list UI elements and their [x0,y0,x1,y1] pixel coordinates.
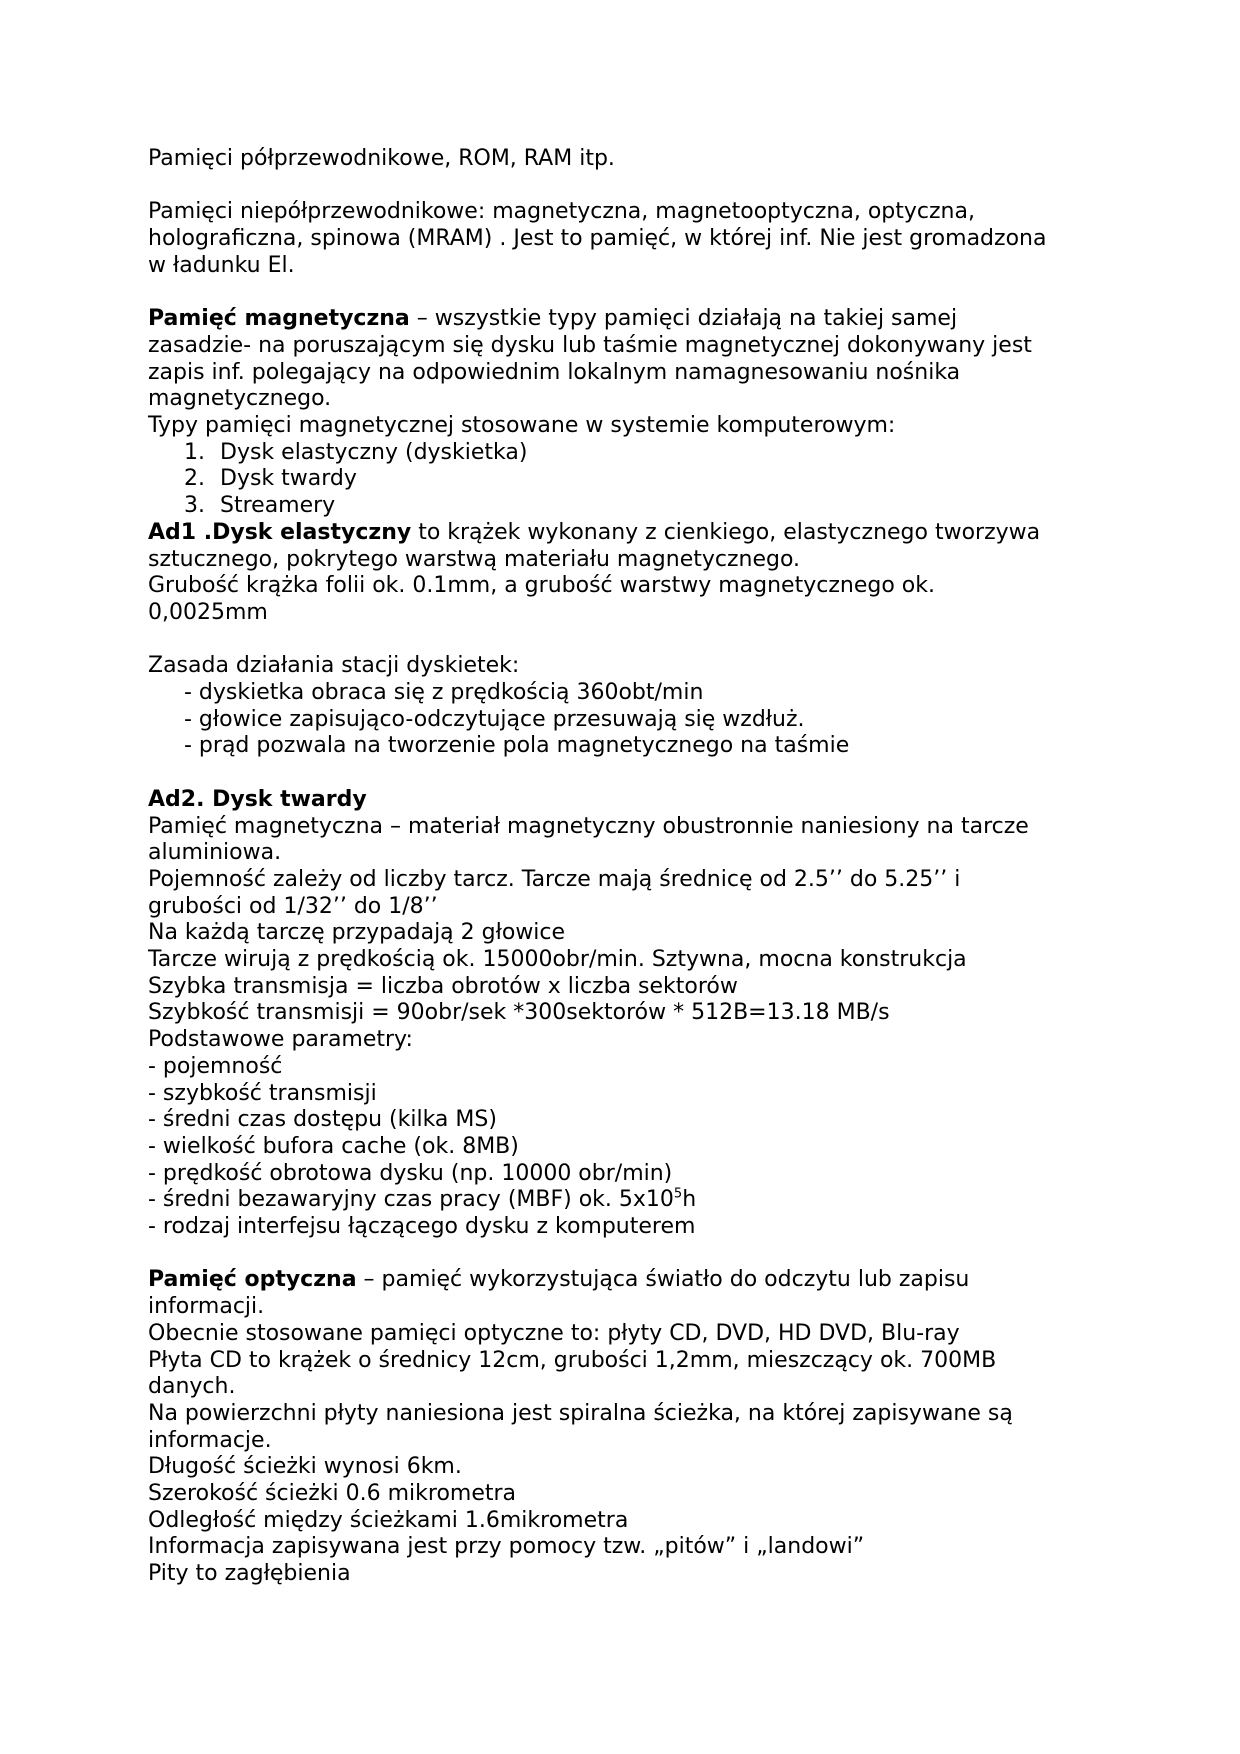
ad2-text-line: Pojemność zależy od liczby tarcz. Tarcze mają średnicę od 2.5’’ do 5.25’’ i [148,866,961,892]
numbered-list-item [148,440,1098,467]
paragraph-non-semiconductor-line: Pamięci niepółprzewodnikowe: magnetyczna, magnetooptyczna, optyczna, [148,199,975,225]
ad2-text-line: Szybkość transmisji = 90obr/sek *300sektorów * 512B=13.18 MB/s [148,1000,890,1026]
ad2-text-line: Pamięć magnetyczna – materiał magnetyczny obustronnie naniesiony na tarcze [148,813,1029,839]
magnetic-intro-text: – wszystkie typy pamięci działają na takiej samej [409,306,958,332]
parameter-item: - rodzaj interfejsu łączącego dysku z komputerem [148,1214,696,1240]
mtbf-text: - średni bezawaryjny czas pracy (MBF) ok. 5x10 [148,1187,674,1213]
list-item-text: Streamery [220,493,336,519]
mtbf-exponent: 5 [673,1187,683,1203]
parameter-item: - prędkość obrotowa dysku (np. 10000 obr/min) [148,1160,673,1186]
optical-intro-text: – pamięć wykorzystująca światło do odczytu lub zapisu [356,1267,970,1293]
parameter-item: - pojemność [148,1053,283,1079]
magnetic-intro-line [148,306,1098,333]
ad1-text-line: 0,0025mm [148,599,268,625]
heading-optical: Pamięć optyczna [148,1267,357,1293]
ad1-text-line: sztucznego, pokrytego warstwą materiału magnetycznego. [148,546,801,572]
optical-text-line: Płyta CD to krążek o średnicy 12cm, grubości 1,2mm, mieszczący ok. 700MB [148,1347,997,1373]
paragraph-non-semiconductor-line: w ładunku El. [148,252,295,278]
optical-text-line: informacji. [148,1294,265,1320]
paragraph-semiconductor: Pamięci półprzewodnikowe, ROM, RAM itp. [148,146,615,171]
list-number: 1. [184,439,205,465]
magnetic-text-line: zapis inf. polegający na odpowiednim lokalnym namagnesowaniu nośnika [148,359,961,385]
mtbf-unit: h [682,1187,697,1213]
ad2-text-line: Na każdą tarczę przypadają 2 głowice [148,920,566,946]
magnetic-text-line: magnetycznego. [148,386,332,412]
optical-text-line: Szerokość ścieżki 0.6 mikrometra [148,1481,517,1507]
list-item-text: Dysk elastyczny (dyskietka) [220,439,528,465]
list-item-text: Dysk twardy [220,466,357,492]
heading-ad2-text: Ad2. Dysk twardy [148,786,367,812]
optical-text-line: Długość ścieżki wynosi 6km. [148,1454,462,1480]
heading-ad2 [148,787,1098,814]
parameter-item: - wielkość bufora cache (ok. 8MB) [148,1133,519,1159]
bullet-item: - dyskietka obraca się z prędkością 360obt/min [184,680,704,706]
numbered-list-item [148,466,1098,493]
document-page [148,146,1098,1588]
list-number: 2. [184,466,205,492]
magnetic-text-line: Typy pamięci magnetycznej stosowane w systemie komputerowym: [148,413,896,438]
ad1-zasada: Zasada działania stacji dyskietek: [148,653,520,679]
optical-text-line: informacje. [148,1427,272,1453]
optical-text-line: Pity to zagłębienia [148,1561,351,1587]
ad2-text-line: grubości od 1/32’’ do 1/8’’ [148,893,438,919]
parameter-item: - średni czas dostępu (kilka MS) [148,1107,497,1133]
ad2-text-line: Podstawowe parametry: [148,1027,413,1053]
optical-text-line: Obecnie stosowane pamięci optyczne to: płyty CD, DVD, HD DVD, Blu-ray [148,1320,960,1346]
optical-text-line: danych. [148,1374,236,1400]
ad2-text-line: Szybka transmisja = liczba obrotów x liczba sektorów [148,973,738,999]
paragraph-non-semiconductor-line: holograficzna, spinowa (MRAM) . Jest to pamięć, w której inf. Nie jest gromadzona [148,226,1047,252]
numbered-list-item [148,493,1098,520]
bullet-item: - głowice zapisująco-odczytujące przesuwają się wzdłuż. [184,706,805,732]
ad1-text-line: Grubość krążka folii ok. 0.1mm, a grubość warstwy magnetycznego ok. [148,573,935,599]
optical-intro-line [148,1267,1098,1294]
parameter-item: - szybkość transmisji [148,1080,377,1106]
optical-text-line: Na powierzchni płyty naniesiona jest spiralna ścieżka, na której zapisywane są [148,1400,1013,1426]
parameter-item-mtbf [148,1187,1098,1214]
list-number: 3. [184,493,205,519]
bullet-item: - prąd pozwala na tworzenie pola magnetycznego na taśmie [184,733,850,759]
ad2-text-line: aluminiowa. [148,840,282,866]
optical-text-line: Informacja zapisywana jest przy pomocy tzw. „pitów” i „landowi” [148,1534,865,1560]
heading-magnetic: Pamięć magnetyczna [148,306,410,332]
heading-ad1: Ad1 .Dysk elastyczny [148,519,412,545]
ad1-intro-text: to krążek wykonany z cienkiego, elastycznego tworzywa [411,519,1041,545]
ad1-intro-line [148,520,1098,547]
ad2-text-line: Tarcze wirują z prędkością ok. 15000obr/min. Sztywna, mocna konstrukcja [148,947,967,973]
magnetic-text-line: zasadzie- na poruszającym się dysku lub taśmie magnetycznej dokonywany jest [148,332,1032,358]
optical-text-line: Odległość między ścieżkami 1.6mikrometra [148,1507,629,1533]
